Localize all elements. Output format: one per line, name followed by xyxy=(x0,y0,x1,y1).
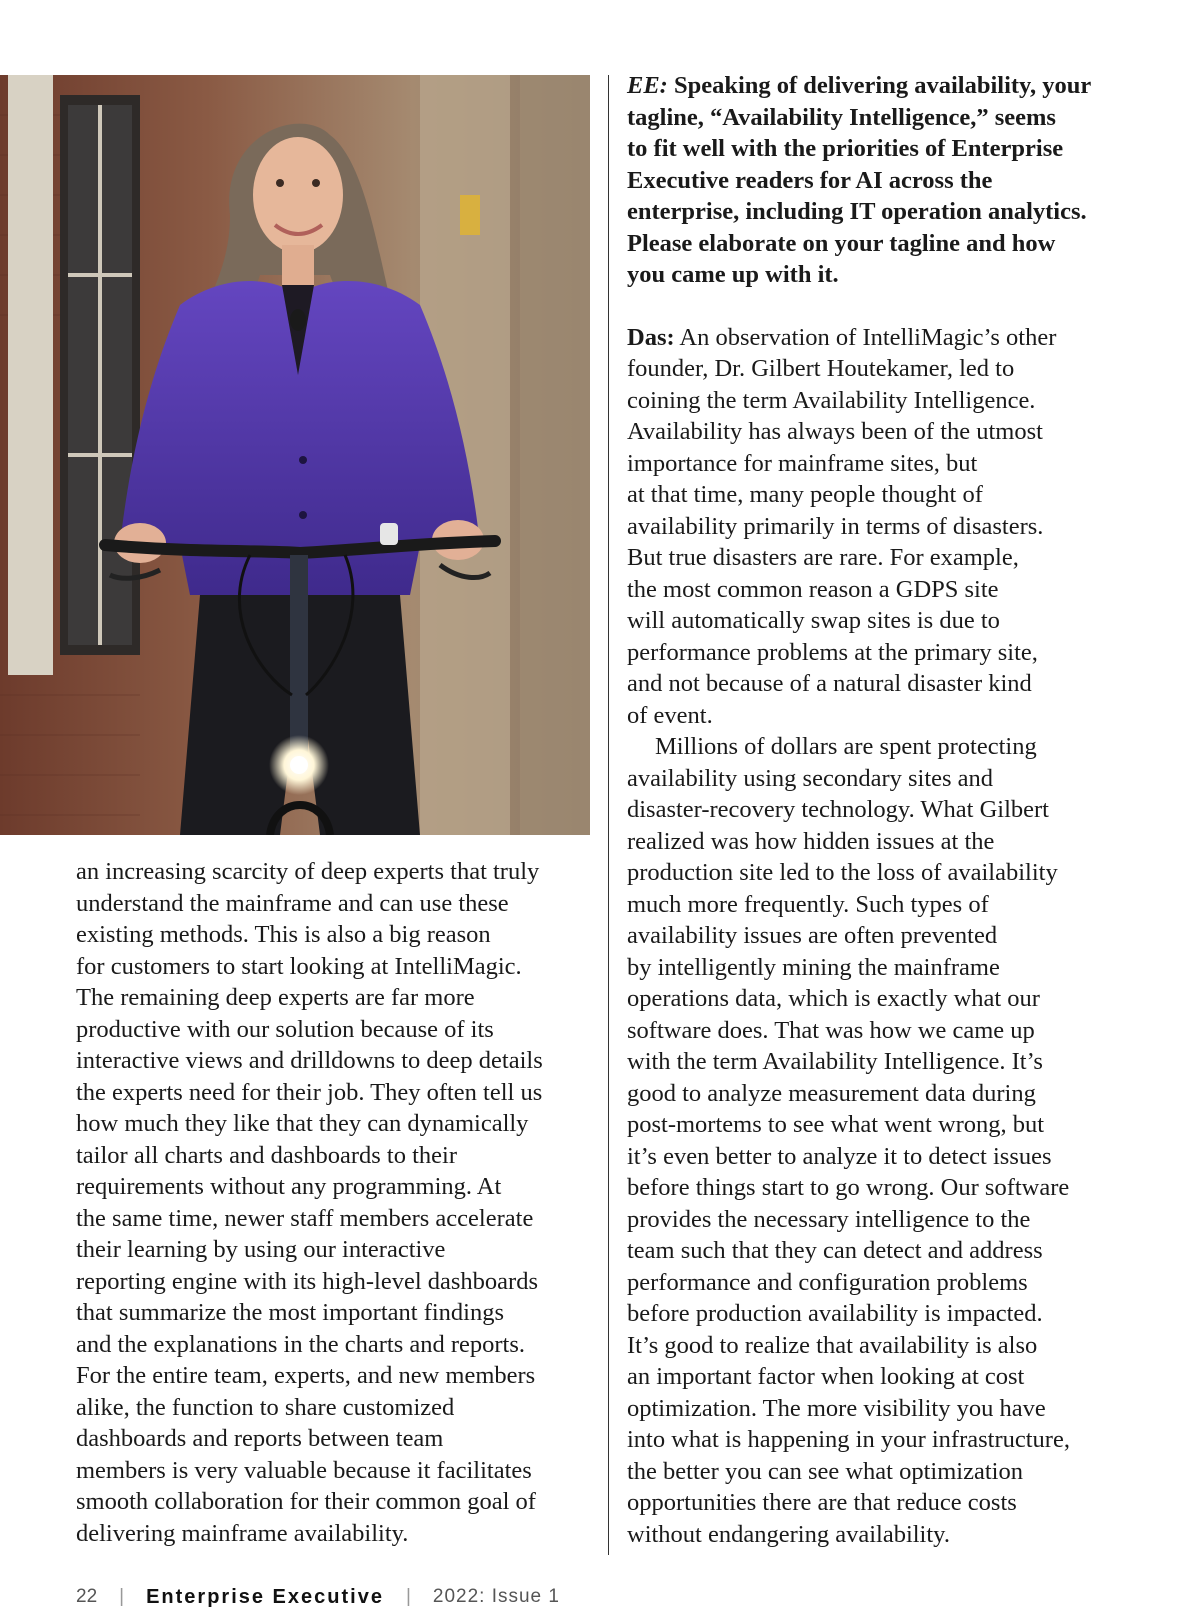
text-line: productive with our solution because of its xyxy=(76,1015,494,1043)
answer-line xyxy=(627,511,1147,543)
text-line: The remaining deep experts are far more xyxy=(76,984,475,1011)
text-line: existing methods. This is also a big reason xyxy=(76,921,491,948)
question-line xyxy=(627,196,1147,228)
question-text: enterprise, including IT operation analytics. xyxy=(627,198,1087,225)
footer-separator: | xyxy=(119,1586,125,1607)
text-line: members is very valuable because it facilitates xyxy=(76,1456,532,1484)
question-line xyxy=(627,70,1147,102)
question-text: you came up with it. xyxy=(627,261,839,288)
answer-line xyxy=(627,353,1147,385)
answer-text: performance problems at the primary site, xyxy=(627,638,1038,666)
text-line: for customers to start looking at IntelliMagic. xyxy=(76,952,522,980)
text-line: tailor all charts and dashboards to their xyxy=(76,1141,457,1169)
answer-text: But true disasters are rare. For example, xyxy=(627,544,1019,571)
magazine-title: Enterprise Executive xyxy=(146,1585,384,1608)
text-line: delivering mainframe availability. xyxy=(76,1519,409,1547)
answer-line: Millions of dollars are spent protecting xyxy=(655,733,1037,760)
left-column-text xyxy=(76,856,596,1549)
question-text: Executive readers for AI across the xyxy=(627,166,993,194)
answer-text: importance for mainframe sites, but xyxy=(627,449,978,477)
text-line: dashboards and reports between team xyxy=(76,1425,444,1452)
question-text: Please elaborate on your tagline and how xyxy=(627,229,1056,257)
answer-line: post-mortems to see what went wrong, but xyxy=(627,1111,1045,1138)
question-prefix: EE: xyxy=(627,72,668,99)
question-text: Speaking of delivering availability, your xyxy=(667,72,1092,99)
answer-line: good to analyze measurement data during xyxy=(627,1079,1036,1107)
question-line xyxy=(627,102,1147,134)
column-divider xyxy=(608,75,609,1555)
answer-line: production site led to the loss of availability xyxy=(627,859,1058,886)
text-line: an increasing scarcity of deep experts that truly xyxy=(76,858,540,885)
answer-line xyxy=(627,668,1147,700)
text-line: For the entire team, experts, and new members xyxy=(76,1362,536,1389)
answer-line: the better you can see what optimization xyxy=(627,1457,1023,1485)
answer-text: founder, Dr. Gilbert Houtekamer, led to xyxy=(627,355,1015,382)
answer-line: optimization. The more visibility you have xyxy=(627,1394,1046,1422)
question-text: to fit well with the priorities of Enterprise xyxy=(627,135,1064,162)
answer-line: with the term Availability Intelligence. It’s xyxy=(627,1048,1043,1075)
text-line: smooth collaboration for their common goal of xyxy=(76,1488,536,1515)
answer-line: it’s even better to analyze it to detect issues xyxy=(627,1142,1052,1170)
interview-answer xyxy=(627,322,1147,1551)
text-line: alike, the function to share customized xyxy=(76,1393,455,1421)
answer-text: the most common reason a GDPS site xyxy=(627,575,999,603)
text-line: understand the mainframe and can use these xyxy=(76,889,509,917)
answer-line: availability using secondary sites and xyxy=(627,764,994,792)
text-line: that summarize the most important findings xyxy=(76,1299,504,1326)
question-line xyxy=(627,228,1147,260)
answer-line: availability issues are often prevented xyxy=(627,922,998,949)
page-number: 22 xyxy=(76,1586,98,1607)
page-footer xyxy=(76,1582,560,1612)
answer-line: provides the necessary intelligence to the xyxy=(627,1205,1031,1233)
answer-line: realized was how hidden issues at the xyxy=(627,827,995,855)
text-line: the same time, newer staff members accelerate xyxy=(76,1204,534,1232)
answer-line: team such that they can detect and address xyxy=(627,1237,1043,1264)
footer-separator: | xyxy=(405,1586,411,1607)
answer-line: software does. That was how we came up xyxy=(627,1016,1035,1044)
answer-line xyxy=(627,605,1147,637)
answer-text: Availability has always been of the utmost xyxy=(627,418,1043,445)
answer-line: an important factor when looking at cost xyxy=(627,1363,1025,1390)
answer-text: availability primarily in terms of disasters. xyxy=(627,512,1044,540)
answer-line xyxy=(627,322,1147,354)
answer-text: will automatically swap sites is due to xyxy=(627,607,1000,634)
answer-text: at that time, many people thought of xyxy=(627,481,983,508)
answer-text: coining the term Availability Intelligence. xyxy=(627,386,1036,414)
answer-line xyxy=(627,416,1147,448)
question-line xyxy=(627,165,1147,197)
text-line: requirements without any programming. At xyxy=(76,1173,502,1200)
answer-line: performance and configuration problems xyxy=(627,1268,1028,1296)
answer-line: much more frequently. Such types of xyxy=(627,890,989,918)
answer-line xyxy=(627,385,1147,417)
answer-line: operations data, which is exactly what our xyxy=(627,985,1040,1012)
answer-line: opportunities there are that reduce costs xyxy=(627,1489,1017,1516)
answer-line xyxy=(627,574,1147,606)
answer-line: disaster-recovery technology. What Gilbert xyxy=(627,796,1049,823)
issue-label: 2022: Issue 1 xyxy=(432,1586,560,1607)
answer-line: before things start to go wrong. Our software xyxy=(627,1174,1070,1201)
answer-line xyxy=(627,542,1147,574)
question-line xyxy=(627,259,1147,291)
interview-question xyxy=(627,70,1147,291)
answer-line xyxy=(627,700,1147,732)
text-line: their learning by using our interactive xyxy=(76,1236,446,1263)
answer-line: without endangering availability. xyxy=(627,1520,950,1548)
portrait-photo xyxy=(0,75,590,835)
answer-speaker: Das: xyxy=(627,323,675,351)
question-text: tagline, “Availability Intelligence,” seems xyxy=(627,103,1056,131)
text-line: and the explanations in the charts and reports. xyxy=(76,1330,526,1358)
answer-text: An observation of IntelliMagic’s other xyxy=(674,323,1057,351)
right-column-text xyxy=(627,70,1147,1550)
text-line: how much they like that they can dynamically xyxy=(76,1110,529,1137)
answer-line xyxy=(627,479,1147,511)
answer-line: It’s good to realize that availability is also xyxy=(627,1331,1038,1359)
answer-line xyxy=(627,637,1147,669)
answer-text: of event. xyxy=(627,701,713,729)
question-line xyxy=(627,133,1147,165)
answer-text: and not because of a natural disaster kind xyxy=(627,670,1032,697)
text-line: interactive views and drilldowns to deep details xyxy=(76,1047,543,1074)
answer-line: before production availability is impacted. xyxy=(627,1300,1043,1327)
text-line: reporting engine with its high-level dashboards xyxy=(76,1267,538,1295)
text-line: the experts need for their job. They often tell us xyxy=(76,1078,543,1106)
answer-line: by intelligently mining the mainframe xyxy=(627,953,1000,981)
answer-line xyxy=(627,448,1147,480)
answer-line: into what is happening in your infrastructure, xyxy=(627,1426,1070,1453)
